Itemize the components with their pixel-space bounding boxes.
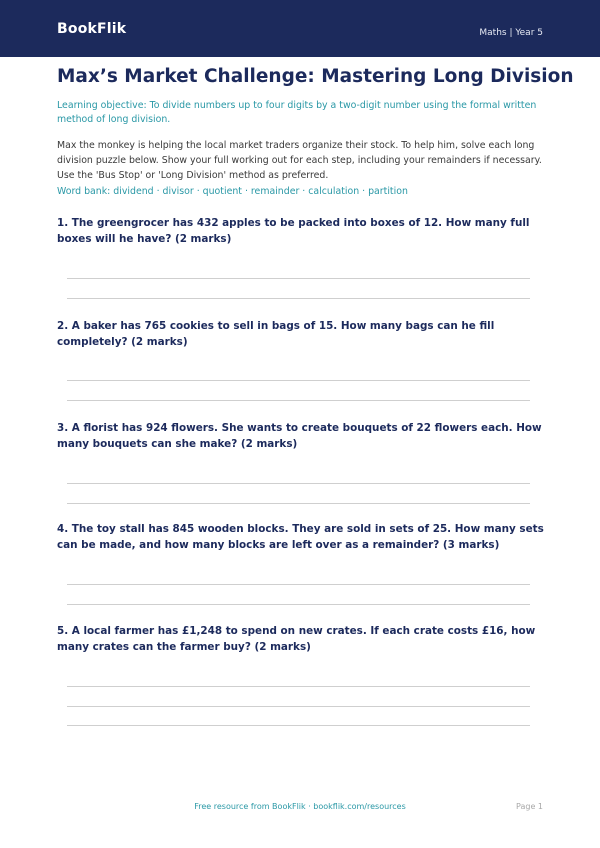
answer-line[interactable]: [67, 503, 530, 504]
answer-line[interactable]: [67, 483, 530, 484]
page-number: Page 1: [516, 802, 543, 811]
answer-line[interactable]: [67, 584, 530, 585]
brand-logo[interactable]: BookFlik: [57, 21, 127, 37]
question-1: [57, 215, 547, 247]
question-5: [57, 623, 547, 655]
page-title: Max’s Market Challenge: Mastering Long Division: [57, 66, 574, 87]
answer-line[interactable]: [67, 706, 530, 707]
answer-line[interactable]: [67, 604, 530, 605]
answer-line[interactable]: [67, 278, 530, 279]
question-4: [57, 521, 547, 553]
question-text: 5. A local farmer has £1,248 to spend on new crates. If each crate costs £16, how many crates can the farmer buy? (2 marks): [57, 625, 536, 653]
subject-year-label: Maths | Year 5: [479, 28, 543, 38]
answer-line[interactable]: [67, 686, 530, 687]
question-text: 2. A baker has 765 cookies to sell in bags of 15. How many bags can he fill completely? (2 marks): [57, 320, 495, 348]
word-bank: Word bank: dividend · divisor · quotient · remainder · calculation · partition: [57, 186, 408, 197]
answer-line[interactable]: [67, 400, 530, 401]
answer-line[interactable]: [67, 380, 530, 381]
answer-line[interactable]: [67, 725, 530, 726]
question-2: [57, 318, 547, 350]
header-bar: [0, 0, 600, 57]
question-text: 4. The toy stall has 845 wooden blocks. They are sold in sets of 25. How many sets can be made, and how many blocks are left over as a remainder? (3 marks): [57, 523, 544, 551]
intro-paragraph: Max the monkey is helping the local market traders organize their stock. To help him, solve each long division puzzle below. Show your full working out for each step, including your remainders if necessary. Use the 'Bus Stop' or 'Long Division' method as preferred.: [57, 140, 542, 181]
footer-resource-link[interactable]: Free resource from BookFlik · bookflik.com/resources: [194, 802, 406, 811]
learning-objective: Learning objective: To divide numbers up to four digits by a two-digit number using the formal written method of long division.: [57, 100, 537, 125]
question-text: 3. A florist has 924 flowers. She wants to create bouquets of 22 flowers each. How many bouquets can she make? (2 marks): [57, 422, 542, 450]
question-3: [57, 420, 547, 452]
question-text: 1. The greengrocer has 432 apples to be packed into boxes of 12. How many full boxes will he have? (2 marks): [57, 217, 530, 245]
answer-line[interactable]: [67, 298, 530, 299]
